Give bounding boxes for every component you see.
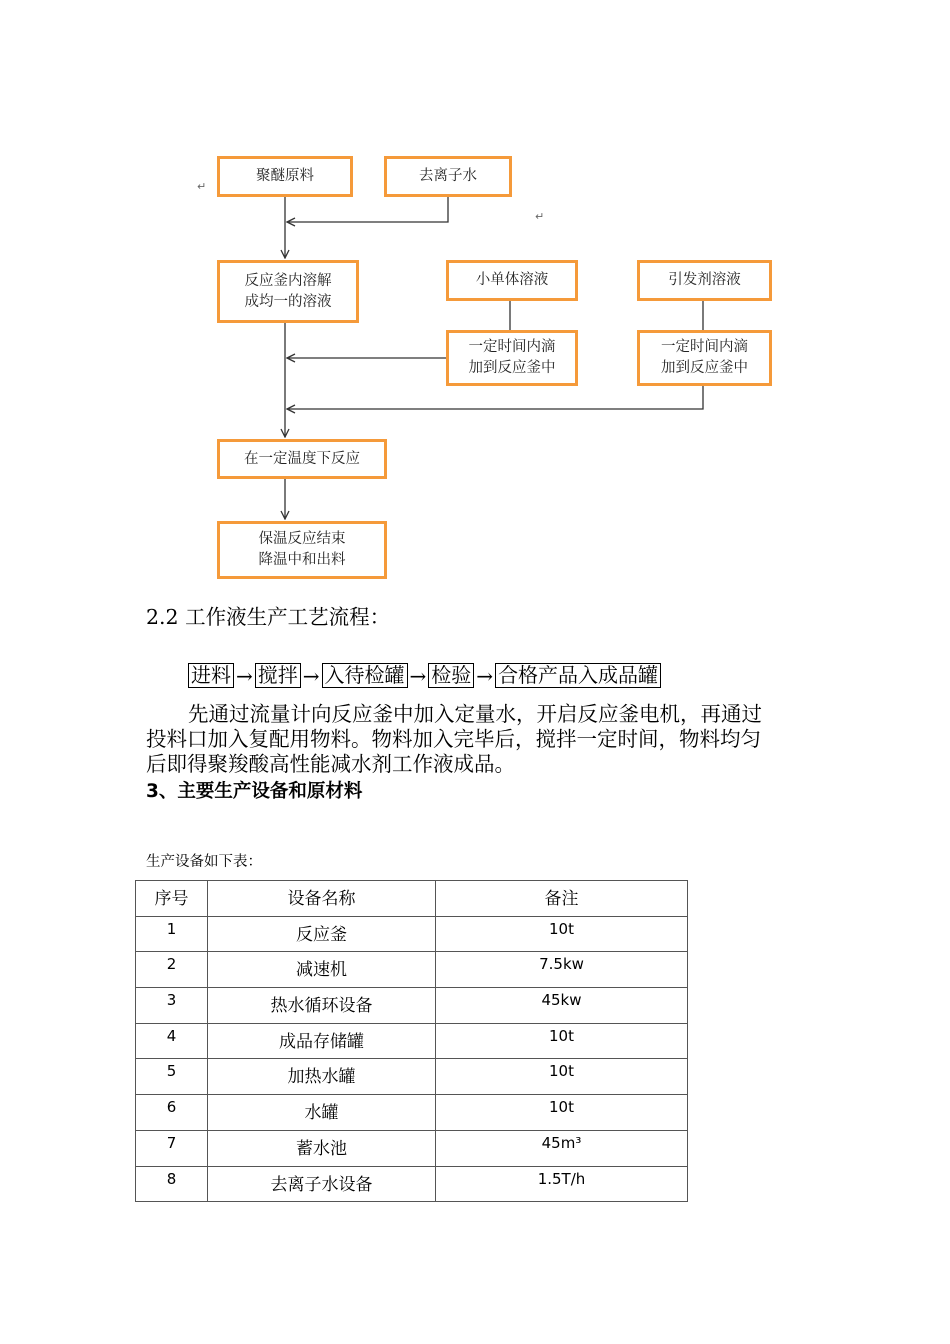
flow-box-monomer-solution: 小单体溶液 [446, 260, 578, 301]
flow-box-finish: 保温反应结束 降温中和出料 [217, 521, 387, 579]
table-cell: 45m³ [436, 1130, 688, 1166]
table-row [136, 1023, 688, 1059]
table-cell: 4 [136, 1023, 208, 1059]
table-cell: 热水循环设备 [208, 988, 436, 1024]
section-2-2-heading: 2.2 工作液生产工艺流程： [146, 605, 391, 629]
arrow-icon: → [302, 663, 320, 688]
arrow-icon: → [236, 663, 253, 688]
table-cell: 2 [136, 952, 208, 988]
table-cell: 5 [136, 1059, 208, 1095]
flow-box-react: 在一定温度下反应 [217, 439, 387, 479]
process-step: 检验 [428, 663, 474, 688]
table-cell: 反应釜 [208, 916, 436, 952]
table-cell: 水罐 [208, 1095, 436, 1131]
table-cell: 1 [136, 916, 208, 952]
table-cell: 减速机 [208, 952, 436, 988]
flow-box-monomer-drip: 一定时间内滴 加到反应釜中 [446, 330, 578, 386]
body-paragraph-line: 投料口加入复配用物料。物料加入完毕后，搅拌一定时间，物料均匀 [146, 727, 761, 751]
table-row [136, 1130, 688, 1166]
table-header-row [136, 881, 688, 917]
body-paragraph-line: 先通过流量计向反应釜中加入定量水，开启反应釜电机，再通过 [188, 702, 762, 726]
flow-box-dissolve: 反应釜内溶解 成均一的溶液 [217, 260, 359, 323]
table-cell: 1.5T/h [436, 1166, 688, 1202]
arrow-icon: → [409, 663, 427, 688]
table-row [136, 1166, 688, 1202]
header-cell: 设备名称 [208, 881, 436, 917]
header-cell: 序号 [136, 881, 208, 917]
table-cell: 去离子水设备 [208, 1166, 436, 1202]
table-cell: 7.5kw [436, 952, 688, 988]
process-step: 进料 [188, 663, 234, 688]
process-chain [188, 663, 661, 688]
arrow-icon: → [476, 663, 494, 688]
process-step: 入待检罐 [322, 663, 408, 688]
table-row [136, 916, 688, 952]
flow-box-raw-material: 聚醚原料 [217, 156, 353, 197]
flow-box-initiator-drip: 一定时间内滴 加到反应釜中 [637, 330, 772, 386]
table-row [136, 1095, 688, 1131]
table-cell: 45kw [436, 988, 688, 1024]
paragraph-mark: ↵ [535, 210, 545, 223]
table-cell: 成品存储罐 [208, 1023, 436, 1059]
table-cell: 加热水罐 [208, 1059, 436, 1095]
table-cell: 10t [436, 1059, 688, 1095]
table-cell: 3 [136, 988, 208, 1024]
paragraph-mark: ↵ [197, 180, 207, 193]
flow-box-initiator-solution: 引发剂溶液 [637, 260, 772, 301]
body-paragraph-line: 后即得聚羧酸高性能减水剂工作液成品。 [146, 752, 515, 776]
table-cell: 10t [436, 916, 688, 952]
table-cell: 6 [136, 1095, 208, 1131]
table-row [136, 952, 688, 988]
table-caption: 生产设备如下表： [146, 854, 262, 870]
table-cell: 7 [136, 1130, 208, 1166]
table-cell: 10t [436, 1023, 688, 1059]
process-step: 合格产品入成品罐 [495, 663, 661, 688]
flow-box-deionized-water: 去离子水 [384, 156, 512, 197]
table-row [136, 1059, 688, 1095]
section-3-heading: 3、主要生产设备和原材料 [146, 781, 363, 802]
process-step: 搅拌 [255, 663, 301, 688]
table-cell: 8 [136, 1166, 208, 1202]
table-row [136, 988, 688, 1024]
table-cell: 10t [436, 1095, 688, 1131]
equipment-table [135, 880, 688, 1202]
header-cell: 备注 [436, 881, 688, 917]
table-cell: 蓄水池 [208, 1130, 436, 1166]
